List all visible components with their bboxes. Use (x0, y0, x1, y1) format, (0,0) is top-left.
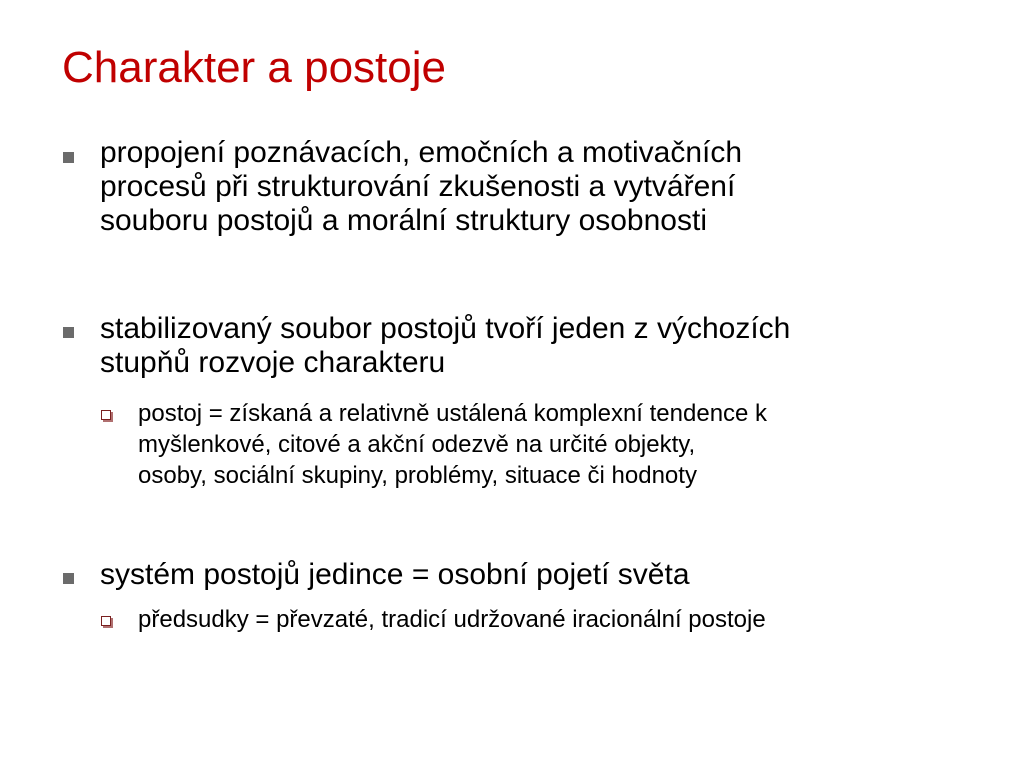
hollow-square-bullet-icon (101, 616, 111, 626)
square-bullet-icon (63, 573, 74, 584)
bullet-line: procesů při strukturování zkušenosti a vytváření (100, 170, 736, 203)
square-bullet-icon (63, 327, 74, 338)
square-bullet-icon (63, 152, 74, 163)
bullet-item (100, 558, 980, 592)
sub-bullet-line: postoj = získaná a relativně ustálená komplexní tendence k (138, 400, 768, 427)
sub-bullet-line: myšlenkové, citové a akční odezvě na určité objekty, (138, 431, 696, 458)
bullet-line: systém postojů jedince = osobní pojetí světa (100, 558, 690, 591)
sub-bullet-item (138, 604, 998, 635)
bullet-item (100, 136, 980, 238)
sub-bullet-line: předsudky = převzaté, tradicí udržované iracionální postoje (138, 606, 766, 633)
bullet-line: stupňů rozvoje charakteru (100, 346, 446, 379)
bullet-line: souboru postojů a morální struktury osobnosti (100, 204, 707, 237)
sub-bullet-line: osoby, sociální skupiny, problémy, situace či hodnoty (138, 462, 697, 489)
sub-bullet-item (138, 398, 998, 491)
hollow-square-bullet-icon (101, 410, 111, 420)
bullet-line: propojení poznávacích, emočních a motivačních (100, 136, 743, 169)
slide-title: Charakter a postoje (62, 43, 446, 92)
bullet-line: stabilizovaný soubor postojů tvoří jeden z výchozích (100, 312, 791, 345)
bullet-item (100, 312, 980, 380)
